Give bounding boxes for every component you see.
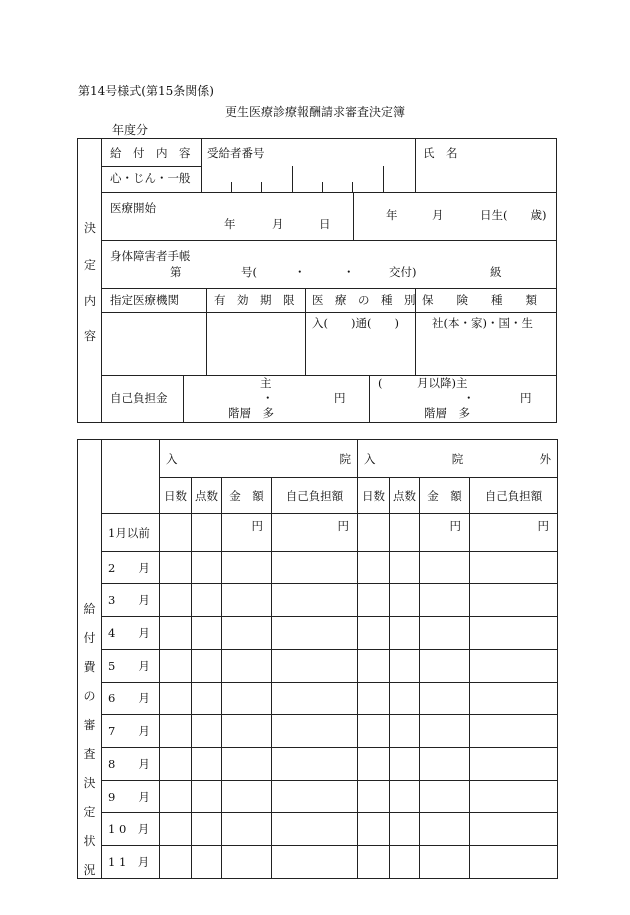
birth-day-age: 日生( 歳) [480,208,547,222]
self-pay-cell[interactable] [272,715,358,748]
validity-header: 有 効 期 限 [214,293,295,307]
days-cell[interactable] [358,813,390,846]
self-pay-cell[interactable] [470,649,558,682]
points-cell[interactable] [390,551,420,584]
amount-cell[interactable] [420,584,470,617]
start-day: 日 [319,217,331,231]
amount-cell[interactable] [420,649,470,682]
days-cell[interactable] [160,780,192,813]
insurance-type-header: 保 険 種 類 [422,293,537,307]
page-title: 更生医療診療報酬請求審査決定簿 [225,105,406,119]
insurance-options: 社(本・家)・国・生 [432,316,533,330]
days-cell[interactable] [358,649,390,682]
month-row [78,551,558,584]
points-cell[interactable] [192,715,222,748]
self-pay-cell[interactable]: 円 [470,514,558,551]
amount-cell[interactable]: 円 [420,514,470,551]
days-header: 日数 [358,478,390,514]
days-cell[interactable] [358,780,390,813]
self-pay-yen: 円 [334,391,346,405]
days-cell[interactable] [160,846,192,879]
points-cell[interactable] [192,748,222,781]
self-pay-cell[interactable] [470,715,558,748]
treatment-start-label: 医療開始 [110,201,156,215]
inpatient-outpatient: 入( )通( ) [312,316,399,330]
self-pay-tier: 階層 多 [424,406,470,420]
self-pay-cell[interactable] [470,780,558,813]
points-cell[interactable] [192,584,222,617]
side-label-char: 定 [83,805,96,819]
inpatient-header-right: 院 [339,451,351,466]
month-label: 9 月 [102,780,160,813]
self-pay-from-month: ( 月以降)主 [378,376,468,390]
amount-cell[interactable] [420,682,470,715]
outpatient-header-left: 入 [364,451,376,466]
side-label-char: 給 [83,602,96,616]
form-number: 第14号様式(第15条関係) [78,84,214,98]
month-row [78,748,558,781]
amount-cell[interactable] [222,846,272,879]
days-cell[interactable] [160,584,192,617]
month-label: 3 月 [102,584,160,617]
self-pay-cell[interactable] [470,617,558,650]
month-label: 2 月 [102,551,160,584]
self-pay-header: 自己負担額 [470,478,558,514]
points-cell[interactable] [390,715,420,748]
points-cell[interactable] [390,813,420,846]
points-cell[interactable] [192,649,222,682]
points-cell[interactable] [390,649,420,682]
amount-header: 金 額 [222,478,272,514]
benefit-options: 心・じん・一般 [110,171,191,185]
month-row [78,813,558,846]
month-row [78,584,558,617]
month-label: 6 月 [102,682,160,715]
amount-cell[interactable] [222,584,272,617]
points-cell[interactable] [192,846,222,879]
amount-cell[interactable] [222,682,272,715]
points-cell[interactable] [390,682,420,715]
start-year: 年 [224,217,236,231]
self-pay-cell[interactable] [470,748,558,781]
medical-type-header: 医 療 の 種 別 [312,293,416,307]
amount-cell[interactable] [222,813,272,846]
points-cell[interactable] [192,780,222,813]
self-pay-cell[interactable] [470,584,558,617]
month-row [78,780,558,813]
side-label-char: 審 [83,718,96,732]
side-label-char: 決 [83,221,96,235]
grade-label: 級 [490,265,502,279]
self-pay-cell[interactable] [470,846,558,879]
amount-header: 金 額 [420,478,470,514]
benefit-review-table [77,439,558,879]
days-header: 日数 [160,478,192,514]
corner-cell [102,440,160,514]
start-month: 月 [272,217,284,231]
month-row [78,514,558,551]
fiscal-year-label: 年度分 [112,123,149,137]
amount-cell[interactable] [420,780,470,813]
side-label-char: 費 [83,660,96,674]
amount-cell[interactable] [222,780,272,813]
benefit-content-label: 給 付 内 容 [110,146,191,160]
inpatient-header [160,440,358,478]
days-cell[interactable] [358,551,390,584]
points-cell[interactable] [390,846,420,879]
self-pay-cell[interactable]: 円 [272,514,358,551]
month-label: 5 月 [102,649,160,682]
book-no-prefix: 第 [170,265,182,279]
self-pay-header: 自己負担額 [272,478,358,514]
month-label: 7 月 [102,715,160,748]
amount-cell[interactable] [222,551,272,584]
days-cell[interactable] [358,682,390,715]
self-pay-cell[interactable] [272,813,358,846]
amount-cell[interactable] [222,649,272,682]
issue-date-dot: ・ [343,265,355,279]
outpatient-header-right: 外 [539,451,551,466]
outpatient-header [358,440,558,478]
days-cell[interactable] [358,748,390,781]
side-label-char: 定 [83,258,96,272]
side-label-char: 況 [83,863,96,877]
amount-cell[interactable] [222,617,272,650]
days-cell[interactable] [160,813,192,846]
self-pay-cell[interactable] [470,813,558,846]
days-cell[interactable] [358,514,390,551]
issue-date-dot: ・ [294,265,306,279]
disability-book-label: 身体障害者手帳 [110,249,191,263]
points-header: 点数 [192,478,222,514]
points-cell[interactable] [192,514,222,551]
month-label: 1月以前 [102,514,160,551]
days-cell[interactable] [160,551,192,584]
month-row [78,682,558,715]
side-label-char: 容 [83,329,96,343]
month-row [78,846,558,879]
self-pay-yen: 円 [520,391,532,405]
institution-header: 指定医療機関 [110,293,179,307]
days-cell[interactable] [358,584,390,617]
amount-cell[interactable] [222,748,272,781]
month-label: 1 0 月 [102,813,160,846]
days-cell[interactable] [358,715,390,748]
month-row [78,715,558,748]
birth-month: 月 [432,208,444,222]
self-pay-cell[interactable] [272,682,358,715]
points-cell[interactable] [390,584,420,617]
amount-cell[interactable] [420,846,470,879]
self-pay-cell[interactable] [272,846,358,879]
amount-cell[interactable] [420,813,470,846]
side-label-char: 付 [83,631,96,645]
self-pay-cell[interactable] [272,649,358,682]
issued-label: 交付) [389,265,417,279]
month-label: 8 月 [102,748,160,781]
birth-year: 年 [386,208,398,222]
amount-cell[interactable] [420,551,470,584]
points-cell[interactable] [390,780,420,813]
days-cell[interactable] [160,715,192,748]
points-cell[interactable] [192,813,222,846]
side-label-char: 査 [83,747,96,761]
recipient-number-label: 受給者番号 [207,146,265,160]
month-row [78,617,558,650]
self-pay-cell[interactable] [470,682,558,715]
self-pay-dot: ・ [463,391,475,405]
days-cell[interactable] [358,617,390,650]
book-no-suffix: 号( [241,265,257,279]
self-pay-label: 自己負担金 [110,391,168,405]
points-cell[interactable] [390,748,420,781]
inpatient-header-left: 入 [166,451,178,466]
amount-cell[interactable] [420,715,470,748]
amount-cell[interactable] [420,617,470,650]
self-pay-dot: ・ [262,391,274,405]
side-label-char: 状 [83,834,96,848]
amount-cell[interactable]: 円 [222,514,272,551]
self-pay-cell[interactable] [470,551,558,584]
days-cell[interactable] [160,748,192,781]
points-cell[interactable] [390,617,420,650]
points-cell[interactable] [192,617,222,650]
amount-cell[interactable] [420,748,470,781]
self-pay-cell[interactable] [272,748,358,781]
points-cell[interactable] [192,682,222,715]
outpatient-header-mid: 院 [451,451,464,466]
month-row [78,649,558,682]
points-cell[interactable] [390,514,420,551]
self-pay-cell[interactable] [272,551,358,584]
days-cell[interactable] [160,617,192,650]
name-label: 氏 名 [423,146,458,160]
month-label: 1 1 月 [102,846,160,879]
side-label-column [78,440,102,879]
days-cell[interactable] [160,514,192,551]
month-label: 4 月 [102,617,160,650]
self-pay-cell[interactable] [272,617,358,650]
self-pay-tier: 階層 多 [228,406,274,420]
points-header: 点数 [390,478,420,514]
days-cell[interactable] [160,649,192,682]
side-label-char: 決 [83,776,96,790]
self-pay-main: 主 [260,376,272,390]
amount-cell[interactable] [222,715,272,748]
side-label-char: 内 [83,294,96,308]
side-label-char: の [83,689,96,703]
days-cell[interactable] [160,682,192,715]
days-cell[interactable] [358,846,390,879]
self-pay-cell[interactable] [272,780,358,813]
self-pay-cell[interactable] [272,584,358,617]
points-cell[interactable] [192,551,222,584]
